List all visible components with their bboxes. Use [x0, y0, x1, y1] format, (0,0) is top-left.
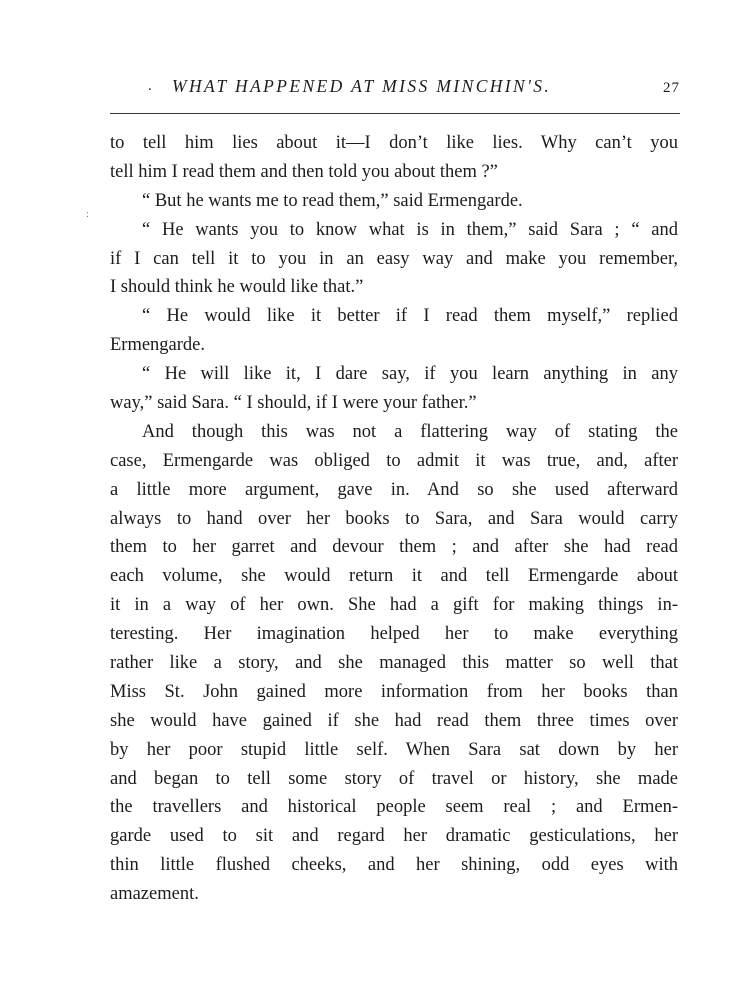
- text-line: Miss St. John gained more information from her books than: [110, 681, 678, 702]
- running-title: WHAT HAPPENED AT MISS MINCHIN'S.: [172, 76, 552, 96]
- margin-mark: :: [86, 208, 90, 220]
- text-line: tell him I read them and then told you about them ?”: [110, 161, 498, 182]
- text-line: I should think he would like that.”: [110, 277, 364, 298]
- text-line: if I can tell it to you in an easy way and make you remember,: [110, 248, 678, 269]
- text-line: it in a way of her own. She had a gift for making things in-: [110, 595, 678, 616]
- text-line: Ermengarde.: [110, 335, 206, 356]
- text-line: to tell him lies about it—I don’t like lies. Why can’t you: [110, 133, 678, 153]
- body-text: [110, 129, 678, 909]
- header-rule: [110, 113, 680, 114]
- text-line: way,” said Sara. “ I should, if I were your father.”: [110, 393, 477, 414]
- text-line: by her poor stupid little self. When Sara sat down by her: [110, 739, 678, 760]
- text-line: each volume, she would return it and tell Ermengarde about: [110, 566, 678, 587]
- text-line: and began to tell some story of travel or history, she made: [110, 768, 678, 789]
- running-head: [110, 76, 680, 102]
- text-line: rather like a story, and she managed this matter so well that: [110, 653, 678, 674]
- header-dot: .: [148, 78, 152, 94]
- text-line: she would have gained if she had read them three times over: [110, 710, 678, 731]
- text-line: “ He would like it better if I read them myself,” replied: [142, 306, 678, 327]
- text-line: teresting. Her imagination helped her to make everything: [110, 624, 678, 645]
- text-line: a little more argument, gave in. And so she used afterward: [110, 479, 678, 500]
- page-number: 27: [663, 80, 680, 96]
- text-line: amazement.: [110, 884, 199, 905]
- text-line: And though this was not a flattering way of stating the: [142, 421, 678, 442]
- text-line: always to hand over her books to Sara, and Sara would carry: [110, 508, 678, 529]
- text-line: garde used to sit and regard her dramatic gesticulations, her: [110, 826, 678, 847]
- text-line: the travellers and historical people seem real ; and Ermen-: [110, 797, 678, 818]
- text-line: thin little flushed cheeks, and her shining, odd eyes with: [110, 855, 678, 876]
- text-line: them to her garret and devour them ; and after she had read: [110, 537, 678, 558]
- text-line: “ But he wants me to read them,” said Ermengarde.: [142, 190, 523, 211]
- text-line: “ He wants you to know what is in them,” said Sara ; “ and: [142, 219, 678, 240]
- text-line: case, Ermengarde was obliged to admit it was true, and, after: [110, 450, 678, 471]
- text-line: “ He will like it, I dare say, if you learn anything in any: [142, 364, 678, 385]
